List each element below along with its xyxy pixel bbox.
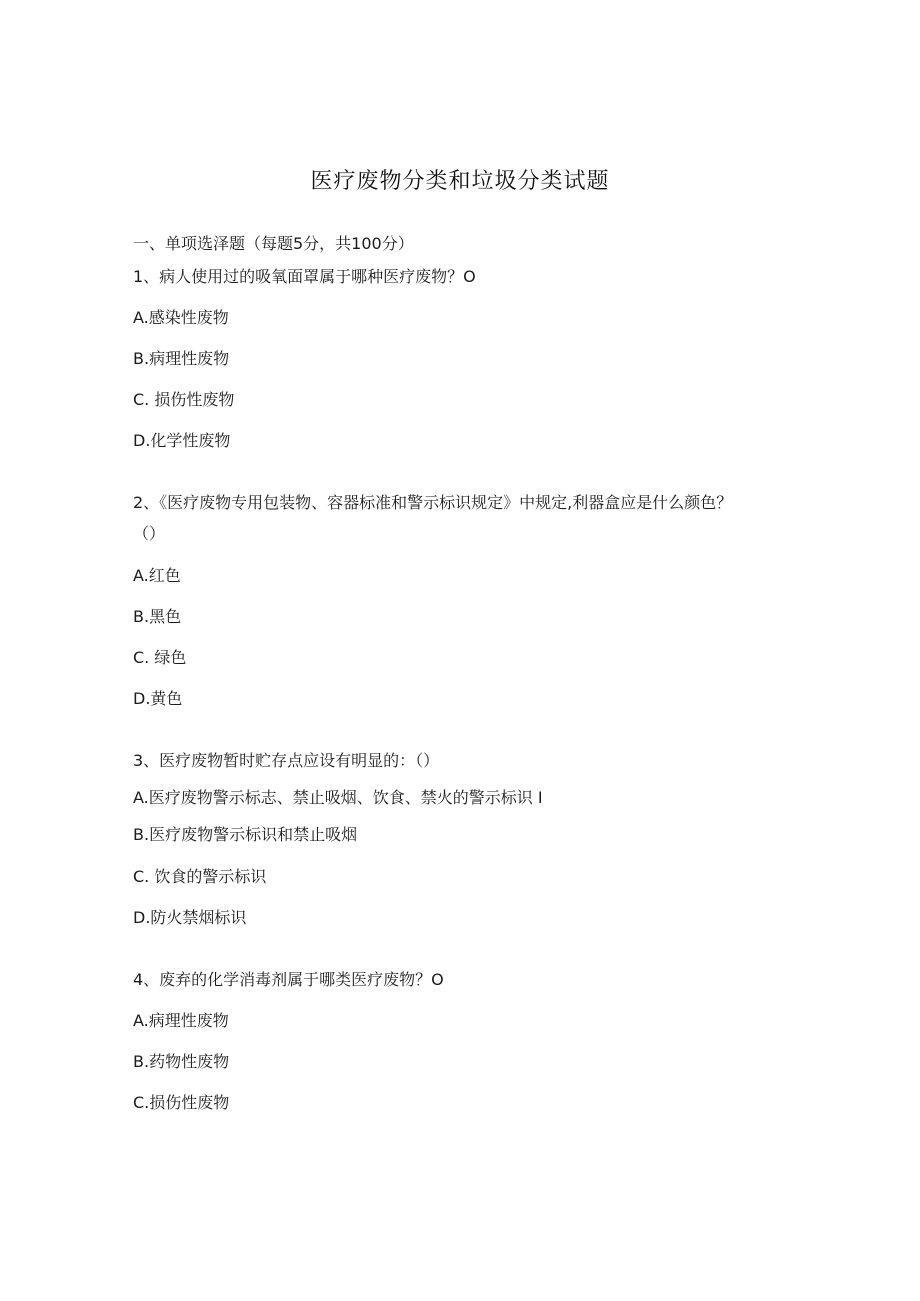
question-4-option-c: C.损伤性废物	[133, 1093, 230, 1112]
question-1-option-b: B.病理性废物	[133, 349, 230, 368]
question-2-text: 2、《医疗废物专用包装物、容器标准和警示标识规定》中规定,利器盒应是什么颜色？	[133, 493, 733, 512]
question-2-option-b: B.黑色	[133, 607, 182, 626]
section-header: 一、单项选泽题（每题5分，共100分）	[133, 234, 414, 253]
question-1-text: 1、病人使用过的吸氧面罩属于哪种医疗废物？O	[133, 267, 476, 286]
question-4-option-b: B.药物性废物	[133, 1052, 230, 1071]
question-3-option-c: C. 饮食的警示标识	[133, 867, 267, 886]
question-3-text: 3、医疗废物暂时贮存点应设有明显的：（）	[133, 751, 440, 770]
question-2-option-d: D.黄色	[133, 689, 183, 708]
page-title: 医疗废物分类和垃圾分类试题	[310, 169, 610, 194]
question-4-option-a: A.病理性废物	[133, 1011, 229, 1030]
question-1-option-a: A.感染性废物	[133, 308, 229, 327]
question-3-option-d: D.防火禁烟标识	[133, 908, 247, 927]
question-3-option-b: B.医疗废物警示标识和禁止吸烟	[133, 825, 358, 844]
question-1-option-d: D.化学性废物	[133, 431, 231, 450]
question-3-option-a: A.医疗废物警示标志、禁止吸烟、饮食、禁火的警示标识 I	[133, 788, 543, 807]
question-2-text-continued: （）	[133, 524, 166, 543]
question-1-option-c: C. 损伤性废物	[133, 390, 235, 409]
question-2-option-a: A.红色	[133, 566, 181, 585]
question-2-option-c: C. 绿色	[133, 648, 187, 667]
question-4-text: 4、废弃的化学消毒剂属于哪类医疗废物？O	[133, 970, 444, 989]
